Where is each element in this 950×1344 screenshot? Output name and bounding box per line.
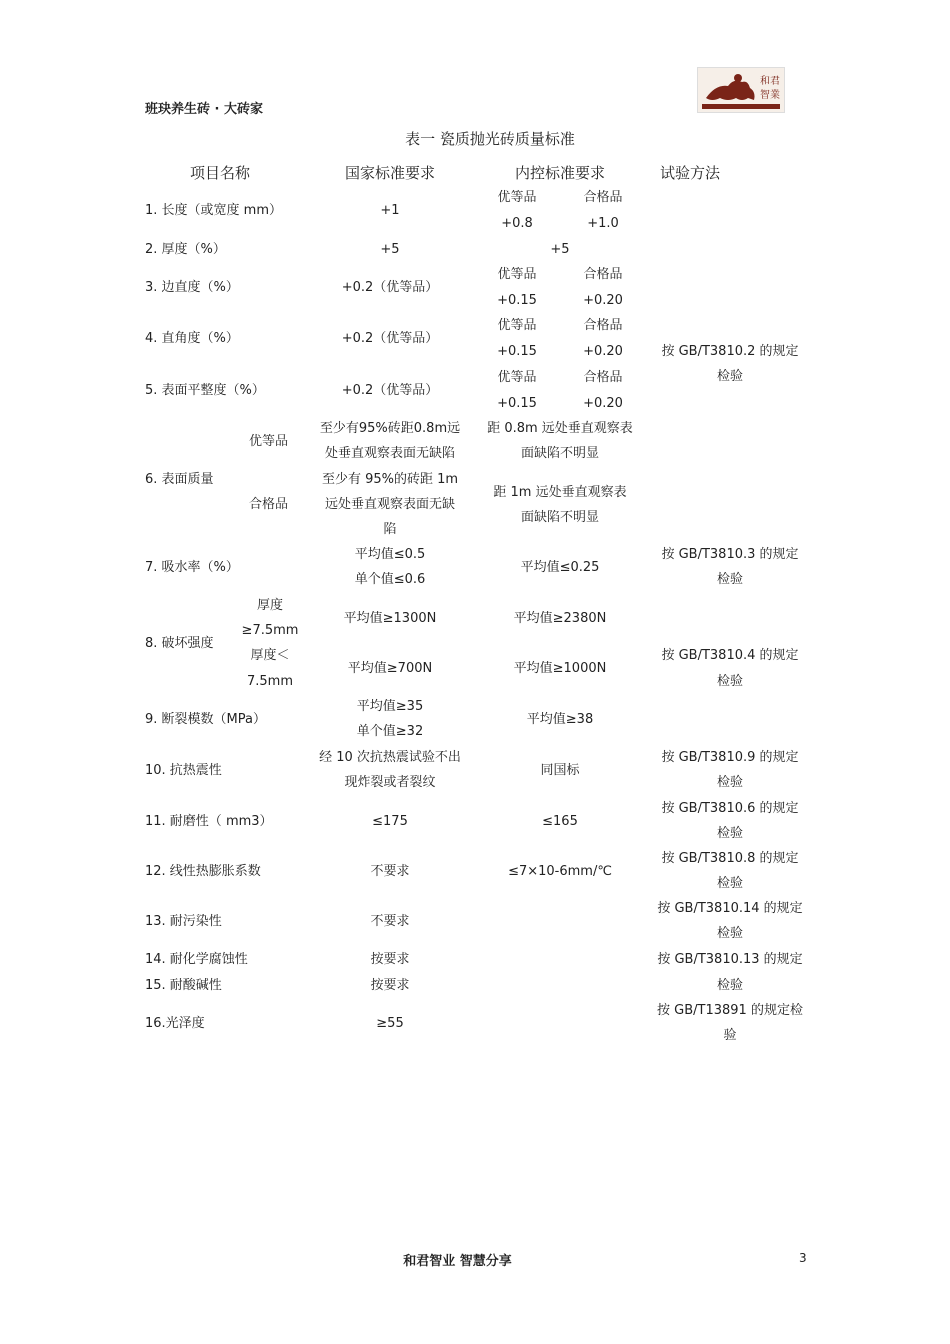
row5-national: +0.2（优等品） <box>341 383 439 398</box>
method-3810-3-line2: 检验 <box>716 572 743 587</box>
row8-thick-national: 平均值≥1300N <box>343 611 437 626</box>
svg-text:和君: 和君 <box>760 76 780 87</box>
row3-qual-value: +0.20 <box>583 293 623 308</box>
company-logo <box>697 67 785 113</box>
row3-national: +0.2（优等品） <box>341 280 439 295</box>
row9-national-line2: 单个值≥32 <box>356 724 424 739</box>
row6-qual-national-line3: 陷 <box>383 522 397 537</box>
row12-internal: ≤7×10-6mm/℃ <box>508 864 612 879</box>
row4-qual-label: 合格品 <box>583 318 623 333</box>
row14-name: 14. 耐化学腐蚀性 <box>145 952 248 967</box>
svg-text:智業: 智業 <box>760 90 780 101</box>
row10-national-line2: 现炸裂或者裂纹 <box>344 775 436 790</box>
row5-qual-label: 合格品 <box>583 370 623 385</box>
row6-qual-internal-line2: 面缺陷不明显 <box>520 510 599 525</box>
row5-sup-value: +0.15 <box>497 396 537 411</box>
method-3810-2-line1: 按 GB/T3810.2 的规定 <box>661 344 799 359</box>
method-3810-8-line1: 按 GB/T3810.8 的规定 <box>661 851 799 866</box>
method-3810-2-line2: 检验 <box>716 369 743 384</box>
row4-sup-value: +0.15 <box>497 344 537 359</box>
row8-thick-label-line1: 厚度 <box>256 598 283 613</box>
method-3810-9-line1: 按 GB/T3810.9 的规定 <box>661 750 799 765</box>
row8-thin-label-line2: 7.5mm <box>246 674 293 689</box>
row5-name: 5. 表面平整度（%） <box>145 383 265 398</box>
method-3810-14-line1: 按 GB/T3810.14 的规定 <box>657 901 803 916</box>
row8-thin-internal: 平均值≥1000N <box>513 661 607 676</box>
row11-internal: ≤165 <box>542 814 578 829</box>
row3-name: 3. 边直度（%） <box>145 280 239 295</box>
row1-name: 1. 长度（或宽度 mm） <box>145 203 282 218</box>
row6-qual-national-line2: 远处垂直观察表面无缺 <box>324 497 455 512</box>
row10-national-line1: 经 10 次抗热震试验不出 <box>319 750 461 765</box>
row3-qual-label: 合格品 <box>583 267 623 282</box>
row8-thin-label-line1: 厚度＜ <box>250 648 290 663</box>
col-header-item: 项目名称 <box>189 164 250 182</box>
row2-internal: +5 <box>550 242 570 257</box>
row6-sup-internal-line1: 距 0.8m 远处垂直观察表 <box>487 421 633 436</box>
row6-qual-national-line1: 至少有 95%的砖距 1m <box>321 472 459 487</box>
col-header-method: 试验方法 <box>659 164 720 182</box>
row6-qual-label: 合格品 <box>249 497 289 512</box>
row3-sup-value: +0.15 <box>497 293 537 308</box>
row12-name: 12. 线性热膨胀系数 <box>145 864 261 879</box>
row3-sup-label: 优等品 <box>497 267 537 282</box>
row6-sup-internal-line2: 面缺陷不明显 <box>520 446 599 461</box>
row6-sup-label: 优等品 <box>249 434 289 449</box>
method-3810-6-line1: 按 GB/T3810.6 的规定 <box>661 801 799 816</box>
footer-text: 和君智业 智慧分享 <box>403 1254 512 1269</box>
method-13891-line2: 验 <box>723 1028 737 1043</box>
method-3810-14-line2: 检验 <box>716 926 743 941</box>
row14-national: 按要求 <box>370 952 410 967</box>
row4-qual-value: +0.20 <box>583 344 623 359</box>
row6-name: 6. 表面质量 <box>145 472 214 487</box>
col-header-internal: 内控标准要求 <box>514 164 605 182</box>
row16-national: ≥55 <box>376 1016 404 1031</box>
row6-sup-national-line1: 至少有95%砖距0.8m远 <box>319 421 461 436</box>
method-3810-8-line2: 检验 <box>716 876 743 891</box>
method-13891-line1: 按 GB/T13891 的规定检 <box>657 1003 803 1018</box>
row13-name: 13. 耐污染性 <box>145 914 222 929</box>
row7-national-line1: 平均值≤0.5 <box>354 547 426 562</box>
method-3810-4-line1: 按 GB/T3810.4 的规定 <box>661 648 799 663</box>
row8-thick-label-line2: ≥7.5mm <box>241 623 299 638</box>
row11-national: ≤175 <box>372 814 408 829</box>
row4-sup-label: 优等品 <box>497 318 537 333</box>
row9-name: 9. 断裂模数（MPa） <box>145 712 266 727</box>
table-title: 表一 瓷质抛光砖质量标准 <box>405 130 575 148</box>
row4-national: +0.2（优等品） <box>341 331 439 346</box>
row16-name: 16.光泽度 <box>145 1016 205 1031</box>
row8-name: 8. 破坏强度 <box>145 636 214 651</box>
row1-national: +1 <box>380 203 400 218</box>
row13-national: 不要求 <box>370 914 410 929</box>
row11-name: 11. 耐磨性（ mm3） <box>145 814 273 829</box>
row9-national-line1: 平均值≥35 <box>356 699 424 714</box>
page-number: 3 <box>799 1251 807 1265</box>
row6-sup-national-line2: 处垂直观察表面无缺陷 <box>324 446 455 461</box>
row12-national: 不要求 <box>370 864 410 879</box>
method-3810-3-line1: 按 GB/T3810.3 的规定 <box>661 547 799 562</box>
row8-thin-national: 平均值≥700N <box>347 661 433 676</box>
header-brand: 班玦养生砖 · 大砖家 <box>145 102 263 117</box>
method-3810-13-line2: 检验 <box>716 978 743 993</box>
row5-qual-value: +0.20 <box>583 396 623 411</box>
row2-name: 2. 厚度（%） <box>145 242 226 257</box>
row15-national: 按要求 <box>370 978 410 993</box>
row6-qual-internal-line1: 距 1m 远处垂直观察表 <box>493 485 627 500</box>
row5-sup-label: 优等品 <box>497 370 537 385</box>
row1-qual-label: 合格品 <box>583 190 623 205</box>
method-3810-6-line2: 检验 <box>716 826 743 841</box>
row1-qual-value: +1.0 <box>587 216 619 231</box>
row4-name: 4. 直角度（%） <box>145 331 239 346</box>
method-3810-9-line2: 检验 <box>716 775 743 790</box>
method-3810-4-line2: 检验 <box>716 674 743 689</box>
row15-name: 15. 耐酸碱性 <box>145 978 222 993</box>
col-header-national: 国家标准要求 <box>344 164 435 182</box>
row10-internal: 同国标 <box>540 763 580 778</box>
row1-sup-value: +0.8 <box>501 216 533 231</box>
row8-thick-internal: 平均值≥2380N <box>513 611 607 626</box>
row9-internal: 平均值≥38 <box>526 712 594 727</box>
row7-name: 7. 吸水率（%） <box>145 560 239 575</box>
row2-national: +5 <box>380 242 400 257</box>
row7-national-line2: 单个值≤0.6 <box>354 572 426 587</box>
row1-sup-label: 优等品 <box>497 190 537 205</box>
row10-name: 10. 抗热震性 <box>145 763 222 778</box>
row7-internal: 平均值≤0.25 <box>520 560 600 575</box>
method-3810-13-line1: 按 GB/T3810.13 的规定 <box>657 952 803 967</box>
